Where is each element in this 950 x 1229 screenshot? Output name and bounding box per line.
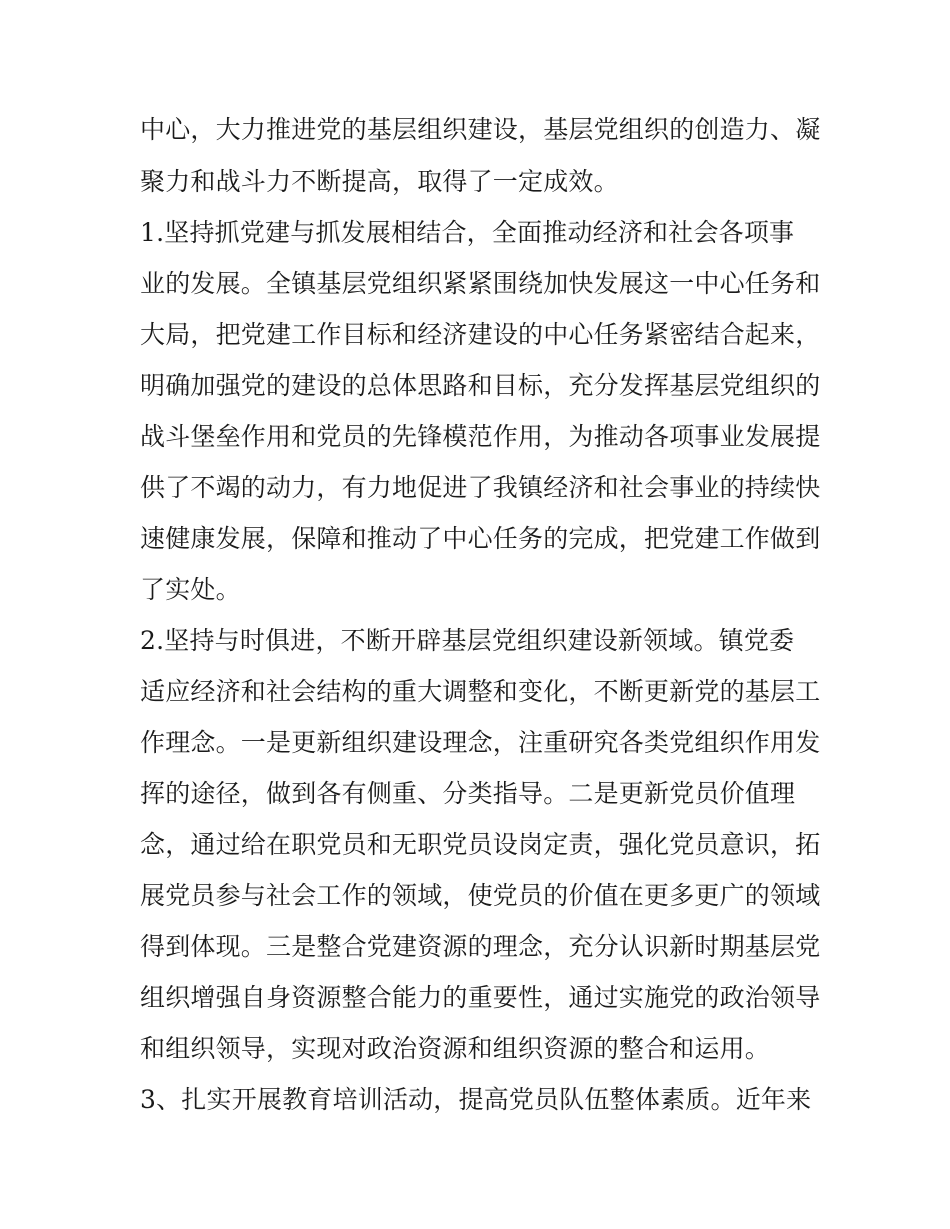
- text-line: 作理念。一是更新组织建设理念，注重研究各类党组织作用发: [140, 728, 821, 757]
- text-line: 业的发展。全镇基层党组织紧紧围绕加快发展这一中心任务和: [140, 269, 821, 298]
- text-line: 供了不竭的动力，有力地促进了我镇经济和社会事业的持续快: [140, 473, 821, 502]
- text-line: 大局，把党建工作目标和经济建设的中心任务紧密结合起来，: [140, 320, 821, 349]
- text-line: 展党员参与社会工作的领域，使党员的价值在更多更广的领域: [140, 881, 821, 910]
- text-line: 念，通过给在职党员和无职党员设岗定责，强化党员意识，拓: [140, 830, 821, 859]
- text-line: 挥的途径，做到各有侧重、分类指导。二是更新党员价值理: [140, 779, 796, 808]
- text-line: 战斗堡垒作用和党员的先锋模范作用，为推动各项事业发展提: [140, 422, 821, 451]
- text-line: 适应经济和社会结构的重大调整和变化，不断更新党的基层工: [140, 677, 821, 706]
- text-line: 中心，大力推进党的基层组织建设，基层党组织的创造力、凝: [140, 115, 821, 144]
- text-line: 1.坚持抓党建与抓发展相结合，全面推动经济和社会各项事: [140, 218, 795, 247]
- text-line: 和组织领导，实现对政治资源和组织资源的整合和运用。: [140, 1034, 771, 1063]
- text-line: 了实处。: [140, 575, 241, 604]
- text-line: 得到体现。三是整合党建资源的理念，充分认识新时期基层党: [140, 932, 821, 961]
- text-line: 聚力和战斗力不断提高，取得了一定成效。: [140, 167, 619, 196]
- text-line: 速健康发展，保障和推动了中心任务的完成，把党建工作做到: [140, 524, 821, 553]
- text-line: 组织增强自身资源整合能力的重要性，通过实施党的政治领导: [140, 983, 821, 1012]
- text-line: 明确加强党的建设的总体思路和目标，充分发挥基层党组织的: [140, 371, 821, 400]
- text-line: 3、扎实开展教育培训活动，提高党员队伍整体素质。近年来: [140, 1085, 812, 1114]
- text-line: 2.坚持与时俱进，不断开辟基层党组织建设新领域。镇党委: [140, 626, 795, 655]
